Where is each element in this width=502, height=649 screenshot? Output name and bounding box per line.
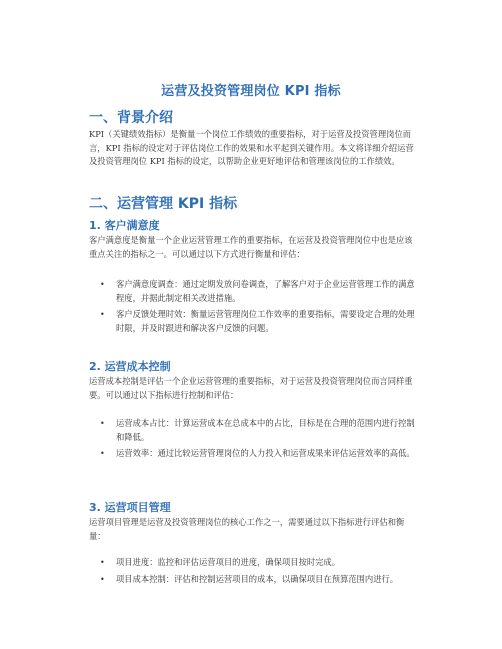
bullet-icon: • — [100, 310, 105, 319]
list-item: • 客户反馈处理时效：衡量运营管理岗位工作效率的重要指标，需要设定合理的处理时限，并及时跟进和解决客户反馈的问题。 — [100, 309, 415, 333]
bullet-icon: • — [100, 574, 105, 584]
document-title: 运营及投资管理岗位 KPI 指标 — [161, 84, 341, 99]
section-heading-operations-kpi: 二、运营管理 KPI 指标 — [89, 196, 238, 212]
list-item: • 项目成本控制：评估和控制运营项目的成本，以确保项目在预算范围内进行。 — [106, 573, 418, 587]
customer-satisfaction-paragraph: 客户满意度是衡量一个企业运营管理工作的重要指标，在运营及投资管理岗位中也是应该重点关注的指标之一。可以通过以下方式进行衡量和评估： — [89, 235, 413, 259]
project-management-paragraph: 运营项目管理是运营及投资管理岗位的核心工作之一，需要通过以下指标进行评估和衡量： — [89, 517, 405, 541]
list-item: • 客户满意度调查：通过定期发放问卷调查，了解客户对于企业运营管理工作的满意程度，并据此制定相关改进措施。 — [100, 279, 415, 303]
background-paragraph: KPI（关键绩效指标）是衡量一个岗位工作绩效的重要指标，对于运营及投资管理岗位而言，KPI 指标的设定对于评估岗位工作的效果和水平起到关键作用。本文将详细介绍运营及投资管理岗位 KPI 指标的设定，以帮助企业更好地评估和管理该岗位的工作绩效。 — [89, 129, 414, 166]
list-item: • 项目进度：监控和评估运营项目的进度，确保项目按时完成。 — [106, 556, 418, 570]
customer-satisfaction-list — [100, 278, 418, 338]
bullet-icon: • — [100, 419, 105, 428]
bullet-icon: • — [100, 280, 105, 289]
subsection-heading-project-management: 3. 运营项目管理 — [89, 501, 171, 514]
bullet-icon: • — [100, 449, 105, 458]
list-item: • 运营效率：通过比较运营管理岗位的人力投入和运营成果来评估运营效率的高低。 — [106, 447, 418, 461]
bullet-icon: • — [100, 558, 105, 567]
subsection-heading-cost-control: 2. 运营成本控制 — [89, 360, 171, 373]
section-heading-background: 一、背景介绍 — [89, 110, 173, 126]
list-item: • 运营成本占比：计算运营成本在总成本中的占比，目标是在合理的范围内进行控制和降低。 — [100, 418, 415, 442]
cost-control-paragraph: 运营成本控制是评估一个企业运营管理的重要指标，对于运营及投资管理岗位而言同样重要。可以通过以下指标进行控制和评估： — [89, 376, 413, 400]
project-management-list — [100, 556, 418, 589]
cost-control-list — [100, 417, 418, 464]
subsection-heading-customer-satisfaction: 1. 客户满意度 — [89, 219, 160, 232]
